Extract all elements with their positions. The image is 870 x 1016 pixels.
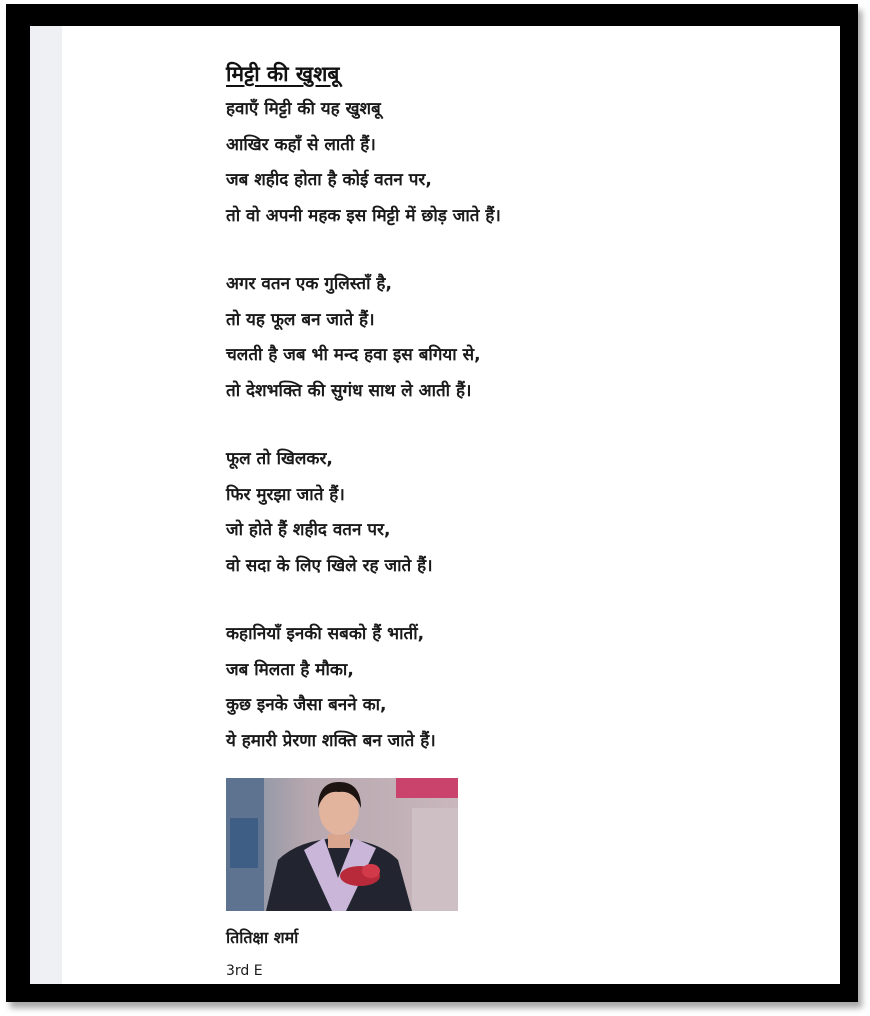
page-margin-strip [30,26,62,984]
author-name: तितिक्षा शर्मा [226,928,299,947]
poem-line: जो होते हैं शहीद वतन पर, [226,520,391,540]
poem-title: मिट्टी की खुशबू [226,62,340,86]
poem-body [226,92,826,792]
poem-line: तो यह फूल बन जाते हैं। [226,309,375,330]
poem-line: तो देशभक्ति की सुगंध साथ ले आती हैं। [226,380,472,401]
document-page [30,26,840,984]
poem-line: हवाएँ मिट्टी की यह खुशबू [226,99,381,119]
stanza-2 [226,267,826,409]
stanza-3 [226,442,826,584]
poem-line: चलती है जब भी मन्द हवा इस बगिया से, [226,345,481,365]
document-frame [6,4,858,1002]
poem-line: वो सदा के लिए खिले रह जाते हैं। [226,555,433,576]
poem-line: कहानियाँ इनकी सबको हैं भातीं, [226,624,425,644]
poem-line: आखिर कहाँ से लाती हैं। [226,134,376,155]
author-photo-illustration [226,778,458,911]
poem-line: अगर वतन एक गुलिस्ताँ है, [226,274,392,294]
poem-line: जब शहीद होता है कोई वतन पर, [226,170,432,190]
poem-line: कुछ इनके जैसा बनने का, [226,695,387,715]
poem-line: तो वो अपनी महक इस मिट्टी में छोड़ जाते हैं। [226,205,501,226]
author-class: 3rd E [226,963,263,979]
stanza-4 [226,617,826,759]
stanza-1 [226,92,826,234]
poem-line: ये हमारी प्रेरणा शक्ति बन जाते हैं। [226,730,436,751]
author-photo [226,778,458,911]
poem-line: फूल तो खिलकर, [226,449,333,469]
poem-line: फिर मुरझा जाते हैं। [226,484,345,505]
poem-line: जब मिलता है मौका, [226,659,354,680]
